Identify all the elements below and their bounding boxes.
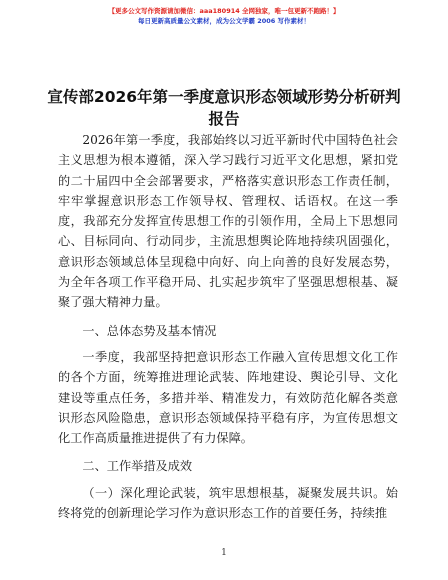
document-title: 宣传部2026年第一季度意识形态领域形势分析研判报告	[47, 88, 401, 128]
promo-banner	[0, 6, 448, 26]
document-body	[58, 130, 398, 523]
section-2-item-1-paragraph: （一）深化理论武装，筑牢思想根基，凝聚发展共识。始终将党的创新理论学习作为意识形态工作的首要任务，持续推	[58, 485, 398, 521]
promo-banner-line-2: 每日更新高质量公文素材，成为公文学霸 2006 写作素材！	[137, 17, 311, 25]
page-number: 1	[221, 548, 227, 558]
section-1-heading: 一、总体态势及基本情况	[82, 323, 217, 338]
promo-banner-line-1: 【更多公文写作资源请加微信：aaa180914 全网独家，唯一包更新不跑路！】	[108, 7, 340, 15]
intro-paragraph: 2026年第一季度，我部始终以习近平新时代中国特色社会主义思想为根本遵循，深入学习践行习近平文化思想，紧扣党的二十届四中全会部署要求，严格落实意识形态工作责任制，牢牢掌握意识形态工作领导权、管理权、话语权。在这一季度，我部充分发挥宣传思想工作的引领作用，全局上下思想同心、目标同向、行动同步，主流思想舆论阵地持续巩固强化，意识形态领域总体呈现稳中向好、向上向善的良好发展态势，为全年各项工作平稳开局、扎实起步筑牢了坚强思想根基、凝聚了强大精神力量。	[58, 133, 398, 310]
section-2-heading: 二、工作举措及成效	[82, 459, 193, 474]
section-1-paragraph: 一季度，我部坚持把意识形态工作融入宣传思想文化工作的各个方面，统筹推进理论武装、阵地建设、舆论引导、文化建设等重点任务，多措并举、精准发力，有效防范化解各类意识形态风险隐患，意识形态领域保持平稳有序，为宣传思想文化工作高质量推进提供了有力保障。	[58, 349, 398, 446]
